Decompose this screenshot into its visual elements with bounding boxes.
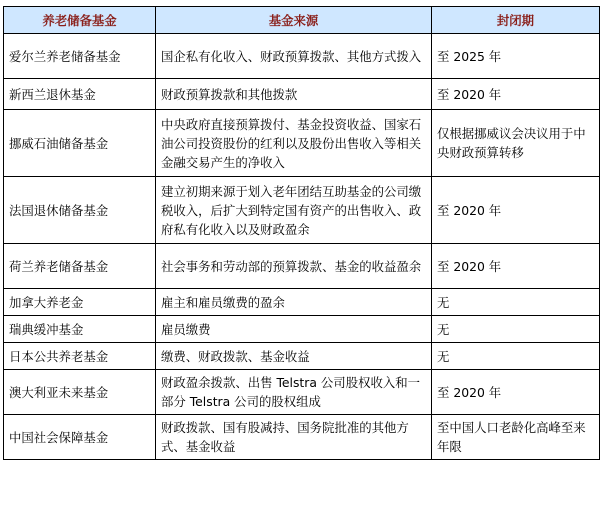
- fund-name: 爱尔兰养老储备基金: [4, 34, 156, 79]
- fund-name: 挪威石油储备基金: [4, 110, 156, 177]
- fund-lockup: 至 2020 年: [432, 370, 600, 415]
- fund-lockup: 无: [432, 289, 600, 316]
- table-row: [4, 415, 600, 460]
- fund-lockup: 无: [432, 343, 600, 370]
- fund-source: 国企私有化收入、财政预算拨款、其他方式拨入: [156, 34, 432, 79]
- fund-lockup: 至 2020 年: [432, 177, 600, 244]
- fund-source: 雇主和雇员缴费的盈余: [156, 289, 432, 316]
- fund-lockup: 至 2020 年: [432, 79, 600, 110]
- fund-name: 日本公共养老基金: [4, 343, 156, 370]
- fund-lockup: 至 2025 年: [432, 34, 600, 79]
- fund-source: 财政拨款、国有股减持、国务院批准的其他方式、基金收益: [156, 415, 432, 460]
- fund-lockup: 至 2020 年: [432, 244, 600, 289]
- table-row: [4, 110, 600, 177]
- fund-source: 雇员缴费: [156, 316, 432, 343]
- fund-name: 荷兰养老储备基金: [4, 244, 156, 289]
- header-row: [4, 7, 600, 34]
- fund-lockup: 至中国人口老龄化高峰至来年限: [432, 415, 600, 460]
- fund-source: 建立初期来源于划入老年团结互助基金的公司缴税收入，后扩大到特定国有资产的出售收入、政府私有化收入以及财政盈余: [156, 177, 432, 244]
- table-row: [4, 343, 600, 370]
- fund-name: 中国社会保障基金: [4, 415, 156, 460]
- fund-lockup: 无: [432, 316, 600, 343]
- fund-name: 加拿大养老金: [4, 289, 156, 316]
- fund-name: 新西兰退休基金: [4, 79, 156, 110]
- table-row: [4, 289, 600, 316]
- table-row: [4, 34, 600, 79]
- header-source: 基金来源: [156, 7, 432, 34]
- header-lockup: 封闭期: [432, 7, 600, 34]
- fund-source: 缴费、财政拨款、基金收益: [156, 343, 432, 370]
- table-row: [4, 370, 600, 415]
- fund-name: 澳大利亚未来基金: [4, 370, 156, 415]
- fund-name: 瑞典缓冲基金: [4, 316, 156, 343]
- fund-source: 财政盈余拨款、出售 Telstra 公司股权收入和一部分 Telstra 公司的股权组成: [156, 370, 432, 415]
- pension-reserve-fund-table: [3, 6, 600, 460]
- header-fund: 养老储备基金: [4, 7, 156, 34]
- fund-name: 法国退休储备基金: [4, 177, 156, 244]
- table-row: [4, 244, 600, 289]
- fund-source: 财政预算拨款和其他拨款: [156, 79, 432, 110]
- table-row: [4, 79, 600, 110]
- fund-source: 社会事务和劳动部的预算拨款、基金的收益盈余: [156, 244, 432, 289]
- fund-lockup: 仅根据挪威议会决议用于中央财政预算转移: [432, 110, 600, 177]
- table-row: [4, 316, 600, 343]
- fund-source: 中央政府直接预算拨付、基金投资收益、国家石油公司投资股份的红利以及股份出售收入等相关金融交易产生的净收入: [156, 110, 432, 177]
- table-row: [4, 177, 600, 244]
